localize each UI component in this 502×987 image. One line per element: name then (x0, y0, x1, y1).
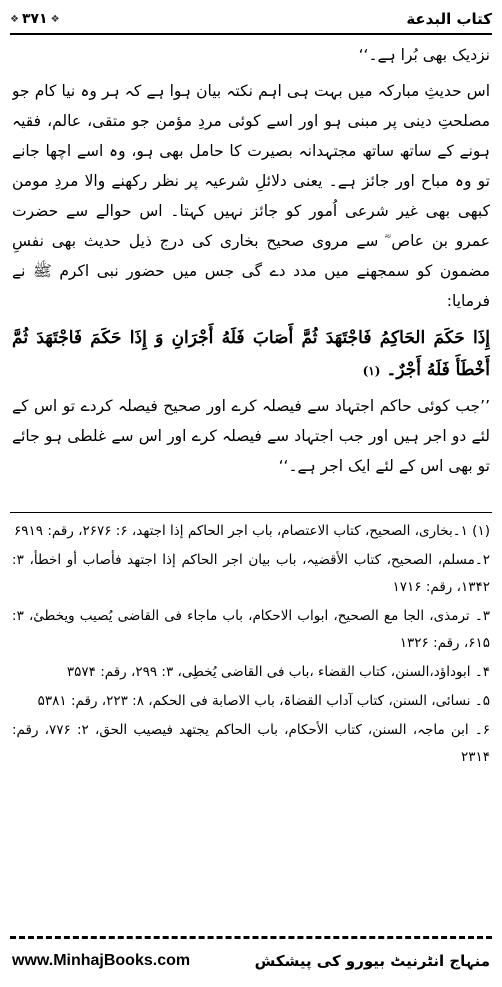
ornament-left-icon: ❖ (10, 13, 19, 25)
website-link[interactable]: www.MinhajBooks.com (12, 952, 191, 969)
book-title: کتاب البدعة (406, 10, 492, 28)
footnote-item: ۲۔مسلم، الصحیح، کتاب الأقضیہ، باب بیان اجر الحاکم إذا اجتھد فأصاب أو اخطأ، ۳: ۱۳۴۲، رقم: ۱۷۱۶ (12, 552, 490, 595)
header-rule (10, 33, 492, 35)
commentary-paragraph: اس حدیثِ مبارکہ میں بہت ہی اہم نکتہ بیان ہوا ہے کہ ہر وہ نیا کام جو مصلحتِ دینی پر مبنی ہو اور اسے کوئی مردِ مؤمن جو متقی، عالم، فقیہ ہونے کے ساتھ ساتھ مجتہدانہ بصیرت کا حامل بھی ہو، وہ اسے اچھا جانے تو وہ مباح اور جائز ہے۔ یعنی دلائلِ شرعیہ پر نظر رکھنے والا مردِ مومن کبھی بھی غیر شرعی اُمور کو جائز نہیں کہتا۔ اس حوالے سے حضرت عمرو بن عاص ؓ سے مروی صحیح بخاری کی درج ذیل حدیث بھی نفسِ مضمون کو سمجھنے میں مدد دے گی جس میں حضور نبی اکرم ﷺ نے فرمایا: (12, 82, 490, 310)
opening-line: نزدیک بھی بُرا ہے۔‘‘ (358, 46, 490, 64)
main-text (12, 40, 490, 508)
footnote-ref[interactable]: (۱) (362, 364, 381, 378)
footnote-item: ۴۔ ابوداؤد،السنن، کتاب القضاء ،باب فی القاضی یُخطِی، ۳: ۲۹۹، رقم: ۳۵۷۴ (66, 664, 490, 680)
page-header (10, 6, 492, 32)
footer-rule (10, 936, 492, 939)
page-number: ❖ ۳۷۱ ❖ (10, 11, 60, 27)
page-footer (12, 945, 490, 977)
publisher-credit: منہاج انٹرنیٹ بیورو کی پیشکش (254, 952, 490, 970)
footnote-item: ۳۔ ترمذی، الجا مع الصحیح، ابواب الاحکام، باب ماجاء فی القاضی یُصیب ویخطیٔ، ۳: ۶۱۵، رقم: ۱۳۲۶ (12, 608, 490, 651)
footnotes (12, 518, 490, 926)
footnote-item: ۵۔ نسائی، السنن، کتاب آداب القضاۃ، باب الاصابة فی الحکم، ۸: ۲۲۳، رقم: ۵۳۸۱ (37, 693, 490, 709)
footnote-rule (10, 512, 492, 513)
ornament-right-icon: ❖ (50, 13, 60, 25)
footnote-item: (۱) ۱۔بخاری، الصحیح، کتاب الاعتصام، باب اجر الحاکم إذا اجتھد، ۶: ۲۶۷۶، رقم: ۶۹۱۹ (14, 523, 490, 539)
arabic-hadith (12, 322, 490, 387)
footnote-item: ۶۔ ابن ماجہ، السنن، کتاب الأحکام، باب الحاکم یجتھد فیصیب الحق، ۲: ۷۷۶، رقم: ۲۳۱۴ (12, 722, 490, 765)
hadith-translation: ’’جب کوئی حاکم اجتہاد سے فیصلہ کرے اور صحیح فیصلہ کردے تو اس کے لئے دو اجر ہیں اور جب اجتہاد سے فیصلہ کرے اور اس سے غلطی ہو جائے تو بھی اس کے لئے ایک اجر ہے۔‘‘ (12, 397, 490, 475)
arabic-hadith-text: إِذَا حَكَمَ الحَاكِمُ فَاجْتَهَدَ ثُمَّ أَصَابَ فَلَهُ أَجْرَانِ وَ إِذَا حَكَمَ فَاجْتَهَدَ ثُمَّ أَخْطَأَ فَلَهُ أَجْرٌ۔ (12, 328, 490, 380)
